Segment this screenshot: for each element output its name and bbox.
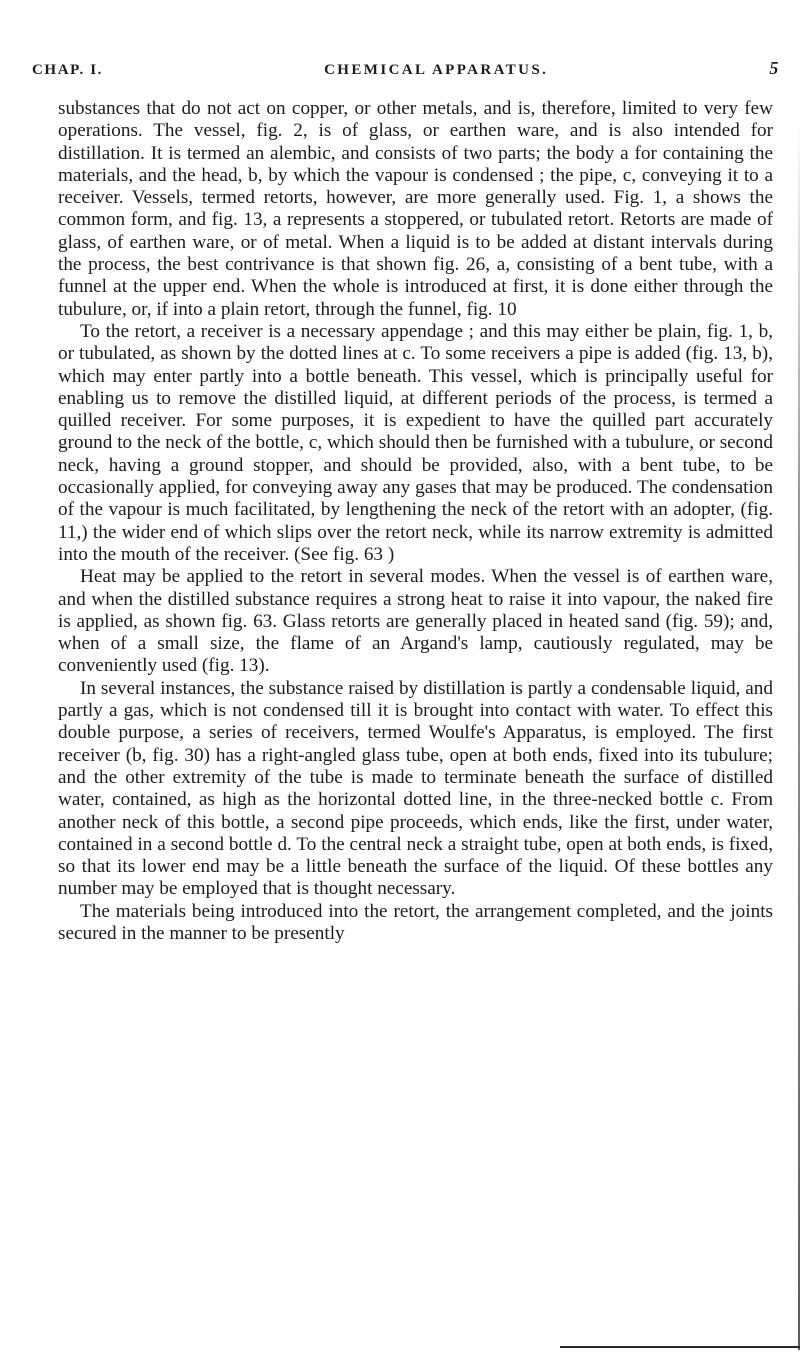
running-title: CHEMICAL APPARATUS. (324, 62, 549, 78)
page-bottom-rule (560, 1346, 800, 1348)
page-number: 5 (769, 58, 780, 78)
body-text (58, 98, 773, 945)
paragraph-materials: The materials being introduced into the retort, the arrangement completed, and the joints secured in the manner to be presently (58, 900, 773, 944)
paragraph-woulfe-apparatus: In several instances, the substance raised by distillation is partly a condensable liquid, and partly a gas, which is not condensed till it is brought into contact with water. To effect this double purpose, a series of receivers, termed Woulfe's Apparatus, is employed. The first receiver (b, fig. 30) has a right-angled glass tube, open at both ends, fixed into its tubulure; and the other extremity of the tube is made to terminate beneath the surface of distilled water, contained, as high as the horizontal dotted line, in the three-necked bottle c. From another neck of this bottle, a second pipe proceeds, which ends, like the first, under water, contained in a second bottle d. To the central neck a straight tube, open at both ends, is fixed, so that its lower end may be a little beneath the surface of the liquid. Of these bottles any number may be employed that is thought necessary. (58, 677, 773, 900)
book-page (32, 58, 780, 945)
chapter-label: CHAP. I. (32, 62, 104, 78)
paragraph-receivers: To the retort, a receiver is a necessary appendage ; and this may either be plain, fig. 1, b, or tubulated, as shown by the dotted lines at c. To some receivers a pipe is added (fig. 13, b), which may enter partly into a bottle beneath. This vessel, which is principally useful for enabling us to remove the distilled liquid, at different periods of the process, is termed a quilled receiver. For some purposes, it is expedient to have the quilled part accurately ground to the neck of the bottle, c, which should then be furnished with a tubulure, or second neck, having a ground stopper, and should be provided, also, with a bent tube, to be occasionally applied, for conveying away any gases that may be produced. The condensation of the vapour is much facilitated, by lengthening the neck of the retort with an adopter, (fig. 11,) the wider end of which slips over the retort neck, while its narrow extremity is admitted into the mouth of the receiver. (See fig. 63 ) (58, 320, 773, 565)
running-head (32, 58, 780, 80)
paragraph-alembic-retorts: substances that do not act on copper, or other metals, and is, therefore, limited to very few operations. The vessel, fig. 2, is of glass, or earthen ware, and is also intended for distillation. It is termed an alembic, and consists of two parts; the body a for containing the materials, and the head, b, by which the vapour is condensed ; the pipe, c, conveying it to a receiver. Vessels, termed retorts, however, are more generally used. Fig. 1, a shows the common form, and fig. 13, a represents a stoppered, or tubulated retort. Retorts are made of glass, of earthen ware, or of metal. When a liquid is to be added at distant intervals during the process, the best contrivance is that shown fig. 26, a, consisting of a bent tube, with a funnel at the upper end. When the whole is introduced at first, it is done either through the tubulure, or, if into a plain retort, through the funnel, fig. 10 (58, 98, 773, 320)
paragraph-heat: Heat may be applied to the retort in several modes. When the vessel is of earthen ware, and when the distilled substance requires a strong heat to raise it into vapour, the naked fire is applied, as shown fig. 63. Glass retorts are generally placed in heated sand (fig. 59); and, when of a small size, the flame of an Argand's lamp, cautiously regulated, may be conveniently used (fig. 13). (58, 566, 773, 677)
